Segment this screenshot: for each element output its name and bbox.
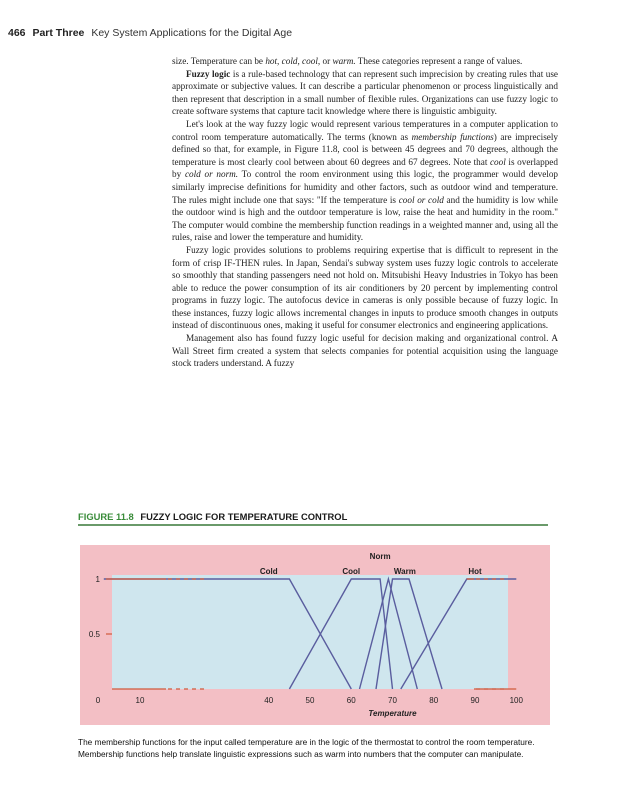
x-tick-label: 100 xyxy=(509,696,523,705)
plot-area xyxy=(112,575,508,689)
series-label-cold: Cold xyxy=(259,567,278,576)
paragraph-4: Fuzzy logic provides solutions to problems requiring expertise that is difficult to represent in the form of crisp IF-THEN rules. In Japan, Sendai's subway system uses fuzzy logic controls to accelerate so smoothly that standing passengers need not hold on. Mitsubishi Heavy Industries in Tokyo has been able to reduce the power consumption of its air conditioners by 20 percent by implementing control programs in fuzzy logic. The autofocus device in cameras is only possible because of fuzzy logic. In these instances, fuzzy logic allows incremental changes in inputs to produce smooth changes in outputs instead of discontinuous ones, making it useful for consumer electronics and engineering applications. xyxy=(172,244,558,331)
figure-rule xyxy=(78,524,548,526)
x-tick-label: 80 xyxy=(429,696,439,705)
page-header xyxy=(8,27,292,39)
x-tick-label: 60 xyxy=(346,696,356,705)
series-label-norm: Norm xyxy=(369,552,391,561)
series-label-warm: Warm xyxy=(393,567,416,576)
membership-function-chart xyxy=(80,545,550,725)
term-fuzzy-logic: Fuzzy logic xyxy=(186,68,231,79)
x-tick-label: 50 xyxy=(305,696,315,705)
body-text xyxy=(172,55,558,370)
figure-title xyxy=(78,511,347,522)
x-tick-label: 70 xyxy=(388,696,397,705)
paragraph-3: Let's look at the way fuzzy logic would represent various temperatures in a computer application to control room temperature automatically. The terms (known as membership functions) are imprecisely defined so that, for example, in Figure 11.8, cool is between 45 degrees and 70 degrees, although the temperature is most clearly cool between about 60 degrees and 67 degrees. Note that cool is overlapped by cold or norm. To control the room environment using this logic, the programmer would develop similarly imprecise definitions for humidity and other factors, such as outdoor wind and temperature. The rules might include one that says: "If the temperature is cool or cold and the humidity is low while the outdoor wind is high and the outdoor temperature is low, raise the heat and humidity in the room." The computer would combine the membership function readings in a weighted manner and, using all the rules, raise and lower the temperature and humidity. xyxy=(172,118,559,243)
x-tick-label: 0 xyxy=(95,696,101,705)
part-subtitle: Key System Applications for the Digital Age xyxy=(91,27,293,39)
x-tick-label: 10 xyxy=(135,696,145,705)
paragraph-1: size. Temperature can be hot, cold, cool, or warm. These categories represent a range of values. xyxy=(172,56,523,66)
figure-heading: FUZZY LOGIC FOR TEMPERATURE CONTROL xyxy=(140,511,348,522)
x-tick-label: 40 xyxy=(264,696,274,705)
figure-caption: The membership functions for the input called temperature are in the logic of the thermostat to control the room temperature. Membership functions help translate linguistic expressions such as warm into numbers that the computer can manipulate. xyxy=(78,737,535,759)
y-tick-label: 0.5 xyxy=(88,630,100,639)
part-label: Part Three xyxy=(32,27,85,39)
paragraph-5: Management also has found fuzzy logic useful for decision making and organizational control. A Wall Street firm created a system that selects companies for potential acquisition using the language stock traders understand. A fuzzy xyxy=(172,333,558,369)
x-axis-title: Temperature xyxy=(368,709,417,718)
series-label-cool: Cool xyxy=(342,567,361,576)
paragraph-2: Fuzzy logic is a rule-based technology that can represent such imprecision by creating rules that use approximate or subjective values. It can describe a particular phenomenon or process linguistically and then represent that description in a small number of flexible rules. Organizations can use fuzzy logic to create software systems that capture tacit knowledge where there is linguistic ambiguity. xyxy=(172,68,559,117)
series-label-hot: Hot xyxy=(468,567,482,576)
page-number: 466 xyxy=(8,27,26,39)
figure-number: FIGURE 11.8 xyxy=(78,511,134,522)
y-tick-label: 1 xyxy=(95,575,100,584)
x-tick-label: 90 xyxy=(470,696,480,705)
